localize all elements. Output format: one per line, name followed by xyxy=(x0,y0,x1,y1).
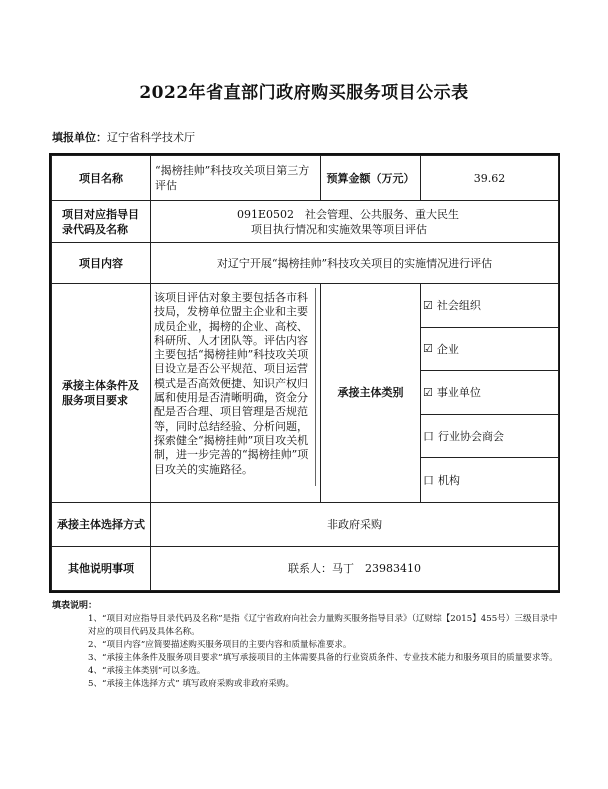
catalog-code-line2: 项目执行情况和实施效果等项目评估 xyxy=(251,222,427,236)
row-project-name xyxy=(52,156,559,201)
category-option-institution xyxy=(421,458,558,502)
category-label: 承接主体类别 xyxy=(321,284,421,503)
project-content-value: 对辽宁开展“揭榜挂帅”科技攻关项目的实施情况进行评估 xyxy=(151,243,559,284)
filling-instructions xyxy=(52,600,562,691)
category-list xyxy=(421,284,559,503)
category-option-social-org xyxy=(421,284,558,328)
selection-method-label: 承接主体选择方式 xyxy=(52,502,151,546)
row-project-content xyxy=(52,243,559,284)
instruction-item: 3、“承接主体条件及服务项目要求”填写承接项目的主体需要具备的行业资质条件、专业技术能力和服务项目的质量要求等。 xyxy=(88,653,558,663)
filing-unit xyxy=(52,129,195,145)
page-title: 2022年省直部门政府购买服务项目公示表 xyxy=(139,83,469,103)
requirements-label: 承接主体条件及服务项目要求 xyxy=(52,284,151,503)
budget-value: 39.62 xyxy=(421,156,559,201)
row-catalog-code xyxy=(52,201,559,243)
category-option-industry-association xyxy=(421,415,558,459)
catalog-code-line1: 091E0502 社会管理、公共服务、重大民生 xyxy=(237,207,460,221)
budget-label: 预算金额（万元） xyxy=(321,156,421,201)
unchecked-box-icon: 口 xyxy=(423,474,434,488)
requirements-value: 该项目评估对象主要包括各市科技局，发榜单位盟主企业和主要成员企业，揭榜的企业、高校、科研所、人才团队等。评估内容主要包括“揭榜挂帅”科技攻关项目设立是否公平规范、项目运营模式是否高效便捷、知识产权归属和使用是否清晰明确，资金分配是否合理、项目管理是否规范等，同时总结经验、分析问题，探索健全“揭榜挂帅”项目攻关机制，进一步完善的“揭榜挂帅”项目攻关的实施路径。 xyxy=(151,288,316,486)
category-option-label: 社会组织 xyxy=(436,299,481,313)
category-option-enterprise xyxy=(421,328,558,372)
category-option-label: 机构 xyxy=(438,474,460,488)
selection-method-value: 非政府采购 xyxy=(151,502,559,546)
instruction-item: 4、“承接主体类别”可以多选。 xyxy=(88,666,206,676)
filing-unit-label: 填报单位： xyxy=(52,131,107,144)
project-form-table xyxy=(51,155,559,591)
filing-unit-value: 辽宁省科学技术厅 xyxy=(107,131,195,144)
requirements-cell xyxy=(151,284,321,503)
row-other-notes xyxy=(52,546,559,590)
checked-box-icon: ☑ xyxy=(423,342,433,356)
project-name-label: 项目名称 xyxy=(52,156,151,201)
row-selection-method xyxy=(52,502,559,546)
checked-box-icon: ☑ xyxy=(423,298,433,312)
catalog-code-label: 项目对应指导目录代码及名称 xyxy=(52,201,151,243)
checked-box-icon: ☑ xyxy=(423,385,433,399)
project-name-value: “揭榜挂帅”科技攻关项目第三方评估 xyxy=(151,156,321,201)
catalog-code-value xyxy=(151,201,559,243)
row-requirements xyxy=(52,284,559,503)
other-notes-label: 其他说明事项 xyxy=(52,546,151,590)
instruction-item: 2、“项目内容”应简要描述购买服务项目的主要内容和质量标准要求。 xyxy=(88,640,352,650)
instructions-heading: 填表说明： xyxy=(52,601,98,611)
category-option-label: 行业协会商会 xyxy=(438,430,504,444)
contact-value: 联系人：马丁 23983410 xyxy=(151,546,559,590)
category-option-label: 事业单位 xyxy=(436,386,481,400)
unchecked-box-icon: 口 xyxy=(423,430,434,444)
instruction-item: 5、“承接主体选择方式” 填写政府采购或非政府采购。 xyxy=(88,679,295,689)
category-option-label: 企业 xyxy=(436,342,459,356)
instruction-item: 1、“项目对应指导目录代码及名称”是指《辽宁省政府向社会力量购买服务指导目录》（辽财综【2015】455号）三级目录中对应的项目代码及具体名称。 xyxy=(88,614,558,637)
project-content-label: 项目内容 xyxy=(52,243,151,284)
category-option-public-institution xyxy=(421,371,558,415)
